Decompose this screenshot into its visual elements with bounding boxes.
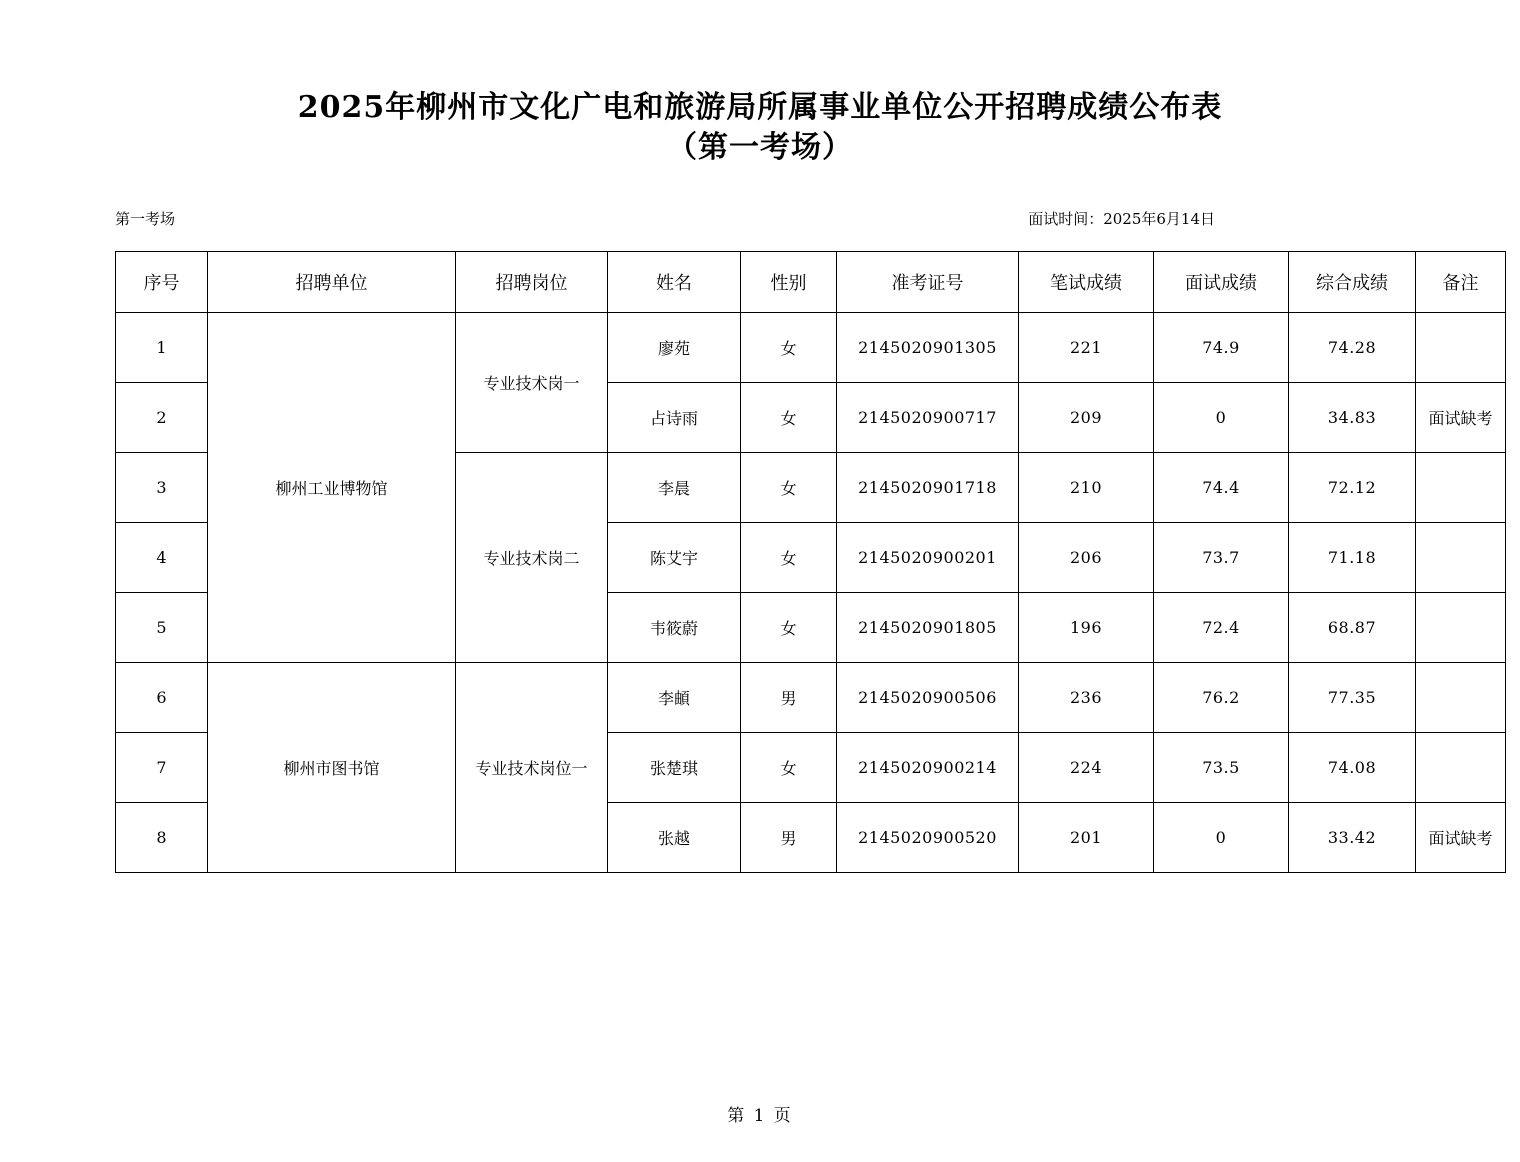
cell-index: 3 [116, 453, 208, 523]
cell-interview-score: 74.4 [1154, 453, 1289, 523]
cell-name: 张楚琪 [608, 733, 741, 803]
cell-interview-score: 74.9 [1154, 313, 1289, 383]
document-page [0, 88, 1520, 1162]
meta-row [115, 208, 1405, 229]
cell-name: 占诗雨 [608, 383, 741, 453]
cell-written-score: 209 [1019, 383, 1154, 453]
cell-total-score: 34.83 [1289, 383, 1416, 453]
cell-ticket: 2145020901305 [837, 313, 1019, 383]
header-post: 招聘岗位 [456, 252, 608, 313]
cell-written-score: 221 [1019, 313, 1154, 383]
cell-post-tech1: 专业技术岗一 [456, 313, 608, 453]
cell-written-score: 206 [1019, 523, 1154, 593]
page-title: 2025年柳州市文化广电和旅游局所属事业单位公开招聘成绩公布表 [297, 90, 1223, 125]
cell-sex: 女 [741, 313, 837, 383]
table-row [116, 663, 1506, 733]
cell-total-score: 33.42 [1289, 803, 1416, 873]
cell-note: 面试缺考 [1416, 383, 1506, 453]
cell-note: 面试缺考 [1416, 803, 1506, 873]
cell-index: 2 [116, 383, 208, 453]
cell-index: 7 [116, 733, 208, 803]
cell-sex: 男 [741, 803, 837, 873]
page-subtitle: （第一考场） [667, 130, 853, 165]
cell-sex: 女 [741, 523, 837, 593]
cell-ticket: 2145020900214 [837, 733, 1019, 803]
cell-total-score: 72.12 [1289, 453, 1416, 523]
cell-total-score: 71.18 [1289, 523, 1416, 593]
header-total-score: 综合成绩 [1289, 252, 1416, 313]
cell-written-score: 210 [1019, 453, 1154, 523]
cell-name: 韦筱蔚 [608, 593, 741, 663]
header-written-score: 笔试成绩 [1019, 252, 1154, 313]
cell-interview-score: 73.5 [1154, 733, 1289, 803]
cell-index: 8 [116, 803, 208, 873]
cell-unit-library: 柳州市图书馆 [208, 663, 456, 873]
cell-interview-score: 76.2 [1154, 663, 1289, 733]
cell-interview-score: 0 [1154, 803, 1289, 873]
cell-total-score: 74.08 [1289, 733, 1416, 803]
cell-sex: 女 [741, 733, 837, 803]
header-sex: 性别 [741, 252, 837, 313]
results-table [115, 251, 1506, 873]
cell-sex: 女 [741, 453, 837, 523]
cell-note [1416, 663, 1506, 733]
cell-interview-score: 73.7 [1154, 523, 1289, 593]
cell-index: 4 [116, 523, 208, 593]
cell-written-score: 236 [1019, 663, 1154, 733]
cell-interview-score: 72.4 [1154, 593, 1289, 663]
cell-note [1416, 593, 1506, 663]
cell-note [1416, 313, 1506, 383]
interview-time-label: 面试时间：2025年6月14日 [1028, 210, 1215, 228]
cell-note [1416, 523, 1506, 593]
cell-name: 李頔 [608, 663, 741, 733]
table-header-row [116, 252, 1506, 313]
cell-ticket: 2145020900201 [837, 523, 1019, 593]
cell-post-lib1: 专业技术岗位一 [456, 663, 608, 873]
header-index: 序号 [116, 252, 208, 313]
cell-ticket: 2145020901805 [837, 593, 1019, 663]
cell-name: 廖苑 [608, 313, 741, 383]
cell-ticket: 2145020901718 [837, 453, 1019, 523]
exam-room-label: 第一考场 [115, 210, 176, 228]
cell-unit-museum: 柳州工业博物馆 [208, 313, 456, 663]
cell-name: 李晨 [608, 453, 741, 523]
cell-ticket: 2145020900520 [837, 803, 1019, 873]
header-note: 备注 [1416, 252, 1506, 313]
cell-index: 1 [116, 313, 208, 383]
cell-note [1416, 453, 1506, 523]
cell-index: 6 [116, 663, 208, 733]
header-interview-score: 面试成绩 [1154, 252, 1289, 313]
header-unit: 招聘单位 [208, 252, 456, 313]
cell-post-tech2: 专业技术岗二 [456, 453, 608, 663]
cell-sex: 男 [741, 663, 837, 733]
cell-ticket: 2145020900717 [837, 383, 1019, 453]
cell-written-score: 224 [1019, 733, 1154, 803]
cell-interview-score: 0 [1154, 383, 1289, 453]
cell-name: 张越 [608, 803, 741, 873]
cell-sex: 女 [741, 593, 837, 663]
cell-written-score: 201 [1019, 803, 1154, 873]
cell-ticket: 2145020900506 [837, 663, 1019, 733]
header-ticket: 准考证号 [837, 252, 1019, 313]
cell-index: 5 [116, 593, 208, 663]
cell-total-score: 74.28 [1289, 313, 1416, 383]
cell-written-score: 196 [1019, 593, 1154, 663]
header-name: 姓名 [608, 252, 741, 313]
table-row [116, 313, 1506, 383]
page-footer: 第 1 页 [727, 1106, 793, 1126]
cell-note [1416, 733, 1506, 803]
cell-total-score: 68.87 [1289, 593, 1416, 663]
cell-sex: 女 [741, 383, 837, 453]
title-block [0, 88, 1520, 168]
cell-total-score: 77.35 [1289, 663, 1416, 733]
cell-name: 陈艾宇 [608, 523, 741, 593]
